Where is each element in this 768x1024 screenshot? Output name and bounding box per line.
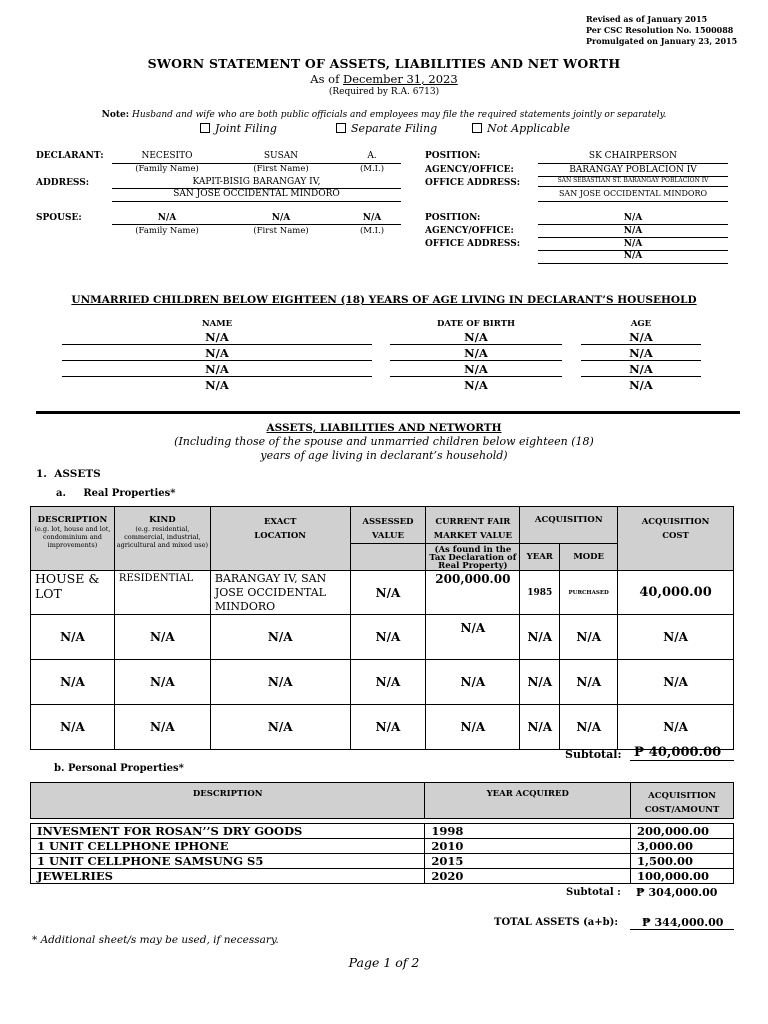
- first-name-caption: (First Name): [253, 226, 309, 236]
- cell-assessed: N/A: [350, 660, 426, 705]
- cell-description: HOUSE & LOT: [31, 571, 115, 615]
- not-applicable-checkbox[interactable]: Not Applicable: [472, 122, 570, 135]
- child-name: N/A: [205, 346, 229, 360]
- spouse-office-line1: N/A: [623, 239, 643, 249]
- children-col-dob: DATE OF BIRTH: [436, 319, 516, 329]
- child-name: N/A: [205, 362, 229, 376]
- joint-filing-checkbox[interactable]: Joint Filing: [200, 122, 277, 135]
- kind-note: (e.g. residential, commercial, industrial, agricultural and mixed use): [116, 525, 208, 549]
- mi-caption: (M.I.): [359, 164, 385, 174]
- cell-location: N/A: [210, 660, 350, 705]
- spouse-position: N/A: [623, 213, 643, 223]
- cell-mode: N/A: [560, 615, 618, 660]
- personal-cost: 200,000.00: [631, 824, 734, 839]
- agency-label: AGENCY/OFFICE:: [425, 165, 514, 175]
- cell-description: N/A: [31, 615, 115, 660]
- col-fair-value: CURRENT FAIR MARKET VALUE: [426, 507, 520, 544]
- child-age: N/A: [629, 378, 653, 392]
- cell-kind: N/A: [114, 660, 210, 705]
- personal-subtotal-label: Subtotal :: [566, 887, 621, 898]
- declarant-agency: BARANGAY POBLACION IV: [569, 165, 697, 175]
- subtotal-line: [630, 760, 734, 761]
- assets-label: 1. ASSETS: [36, 468, 101, 480]
- revision-line: Per CSC Resolution No. 1500088: [586, 25, 734, 35]
- cell-kind: N/A: [114, 615, 210, 660]
- table-row: [31, 705, 734, 750]
- child-dob: N/A: [464, 378, 488, 392]
- personal-properties-table: [30, 782, 734, 884]
- cell-cost: N/A: [618, 615, 734, 660]
- children-row-line: [390, 344, 562, 345]
- checkbox-icon: [200, 123, 210, 133]
- col-acquisition: ACQUISITION: [520, 507, 618, 544]
- children-row-line: [581, 344, 701, 345]
- spouse-position-label: POSITION:: [425, 213, 481, 223]
- spouse-position-line: [538, 224, 728, 225]
- child-dob: N/A: [464, 346, 488, 360]
- cell-fair-value: N/A: [426, 705, 520, 750]
- cell-cost: N/A: [618, 705, 734, 750]
- position-line: [538, 163, 728, 164]
- address-line: [112, 201, 401, 202]
- checkbox-icon: [472, 123, 482, 133]
- table-row: [31, 854, 734, 869]
- page-number: Page 1 of 2: [348, 955, 420, 970]
- spouse-label: SPOUSE:: [36, 213, 82, 223]
- declarant-first-name: SUSAN: [263, 151, 299, 161]
- col-year: YEAR: [520, 544, 560, 571]
- personal-year: 2015: [425, 854, 631, 869]
- children-row-line: [390, 360, 562, 361]
- children-row-line: [581, 360, 701, 361]
- cell-location: BARANGAY IV, SAN JOSE OCCIDENTAL MINDORO: [210, 571, 350, 615]
- cell-mode: N/A: [560, 660, 618, 705]
- spouse-name-line: [112, 224, 401, 225]
- personal-description: INVESMENT FOR ROSAN’’S DRY GOODS: [31, 824, 425, 839]
- table-row: [31, 839, 734, 854]
- child-age: N/A: [629, 362, 653, 376]
- alnw-sub1: (Including those of the spouse and unmarried children below eighteen (18): [174, 435, 594, 448]
- total-assets-value: ₱ 344,000.00: [642, 916, 724, 929]
- personal-properties-label: b. Personal Properties*: [54, 763, 184, 774]
- table-row: [31, 660, 734, 705]
- cell-location: N/A: [210, 705, 350, 750]
- declarant-address-line1: KAPIT-BISIG BARANGAY IV,: [192, 177, 321, 187]
- col-cost: ACQUISITION COST: [618, 507, 734, 571]
- alnw-sub2: years of age living in declarant’s household): [260, 449, 508, 462]
- child-name: N/A: [205, 378, 229, 392]
- child-dob: N/A: [464, 362, 488, 376]
- col-kind: KIND (e.g. residential, commercial, industrial, agricultural and mixed use): [114, 507, 210, 571]
- spouse-office-line2: N/A: [623, 251, 643, 261]
- cell-year: N/A: [520, 615, 560, 660]
- first-name-caption: (First Name): [253, 164, 309, 174]
- revision-line: Revised as of January 2015: [586, 14, 708, 24]
- office-line: [538, 186, 728, 187]
- col-location: EXACT LOCATION: [210, 507, 350, 571]
- col-assessed-blank: [350, 544, 426, 571]
- children-row-line: [581, 376, 701, 377]
- personal-cost: 3,000.00: [631, 839, 734, 854]
- cell-cost: N/A: [618, 660, 734, 705]
- required-by: (Required by R.A. 6713): [328, 87, 440, 97]
- child-age: N/A: [629, 330, 653, 344]
- cell-kind: RESIDENTIAL: [114, 571, 210, 615]
- declarant-office-line1: SAN SEBASTIAN ST. BARANGAY POBLACION IV: [557, 177, 709, 184]
- col-description: DESCRIPTION (e.g. lot, house and lot, condominium and improvements): [31, 507, 115, 571]
- page-title: SWORN STATEMENT OF ASSETS, LIABILITIES AND NET WORTH: [147, 56, 621, 71]
- spouse-agency-label: AGENCY/OFFICE:: [425, 226, 514, 236]
- declarant-office-line2: SAN JOSE OCCIDENTAL MINDORO: [558, 189, 708, 198]
- family-name-caption: (Family Name): [135, 226, 199, 236]
- personal-cost: 1,500.00: [631, 854, 734, 869]
- col-assessed: ASSESSED VALUE: [350, 507, 426, 544]
- cell-year: N/A: [520, 705, 560, 750]
- cell-mode: PURCHASED: [560, 571, 618, 615]
- cell-fair-value: N/A: [426, 615, 520, 660]
- real-subtotal-label: Subtotal:: [565, 748, 622, 761]
- declarant-address-line2: SAN JOSE OCCIDENTAL MINDORO: [173, 189, 340, 199]
- children-heading: UNMARRIED CHILDREN BELOW EIGHTEEN (18) YEARS OF AGE LIVING IN DECLARANT’S HOUSEHOLD: [71, 294, 697, 306]
- table-row: [31, 824, 734, 839]
- office-address-label: OFFICE ADDRESS:: [425, 178, 521, 188]
- child-age: N/A: [629, 346, 653, 360]
- personal-year: 2020: [425, 869, 631, 884]
- cell-description: N/A: [31, 705, 115, 750]
- revision-note: [586, 14, 737, 47]
- spouse-family-name: N/A: [157, 213, 177, 223]
- fair-value-note: (As found in the Tax Declaration of Real Property): [426, 544, 520, 571]
- children-col-name: NAME: [201, 319, 233, 329]
- additional-sheet-note: * Additional sheet/s may be used, if necessary.: [32, 934, 279, 946]
- col-mode: MODE: [560, 544, 618, 571]
- checkbox-icon: [336, 123, 346, 133]
- personal-description: JEWELRIES: [31, 869, 425, 884]
- real-properties-label: a. Real Properties*: [56, 488, 176, 499]
- family-name-caption: (Family Name): [135, 164, 199, 174]
- col-year-acquired: YEAR ACQUIRED: [425, 783, 631, 819]
- cell-fair-value: N/A: [426, 660, 520, 705]
- as-of-date-value: December 31, 2023: [342, 72, 458, 86]
- description-note: (e.g. lot, house and lot, condominium and improvements): [34, 525, 111, 549]
- child-name: N/A: [205, 330, 229, 344]
- child-dob: N/A: [464, 330, 488, 344]
- declarant-position: SK CHAIRPERSON: [588, 151, 678, 161]
- spouse-first-name: N/A: [271, 213, 291, 223]
- personal-description: 1 UNIT CELLPHONE IPHONE: [31, 839, 425, 854]
- declarant-family-name: NECESITO: [141, 151, 193, 161]
- children-row-line: [62, 360, 372, 361]
- spouse-agency: N/A: [623, 226, 643, 236]
- cell-location: N/A: [210, 615, 350, 660]
- separate-filing-checkbox[interactable]: Separate Filing: [336, 122, 437, 135]
- cell-kind: N/A: [114, 705, 210, 750]
- filing-note: Note: Husband and wife who are both public officials and employees may file the required statements jointly or separately.: [101, 110, 667, 120]
- personal-subtotal: ₱ 304,000.00: [636, 886, 718, 899]
- cell-description: N/A: [31, 660, 115, 705]
- cell-year: 1985: [520, 571, 560, 615]
- as-of-date: As of December 31, 2023: [310, 72, 458, 86]
- revision-line: Promulgated on January 23, 2015: [586, 36, 738, 46]
- real-properties-table: [30, 506, 734, 750]
- personal-description: 1 UNIT CELLPHONE SAMSUNG S5: [31, 854, 425, 869]
- cell-assessed: N/A: [350, 705, 426, 750]
- cell-fair-value: 200,000.00: [426, 571, 520, 615]
- mi-caption: (M.I.): [359, 226, 385, 236]
- col-acquisition-cost: ACQUISITION COST/AMOUNT: [631, 783, 734, 819]
- personal-year: 1998: [425, 824, 631, 839]
- cell-assessed: N/A: [350, 571, 426, 615]
- spouse-mi: N/A: [362, 213, 382, 223]
- table-row: [31, 615, 734, 660]
- children-row-line: [390, 376, 562, 377]
- cell-mode: N/A: [560, 705, 618, 750]
- declarant-mi: A.: [367, 151, 377, 161]
- cell-assessed: N/A: [350, 615, 426, 660]
- spouse-agency-line: [538, 237, 728, 238]
- declarant-label: DECLARANT:: [36, 151, 104, 161]
- section-divider: [36, 411, 740, 414]
- children-col-age: AGE: [630, 319, 652, 329]
- office-line: [538, 201, 728, 202]
- personal-year: 2010: [425, 839, 631, 854]
- total-assets-label: TOTAL ASSETS (a+b):: [494, 917, 619, 928]
- alnw-heading: ASSETS, LIABILITIES AND NETWORTH: [266, 422, 502, 434]
- address-label: ADDRESS:: [36, 178, 90, 188]
- cell-year: N/A: [520, 660, 560, 705]
- spouse-office-line: [538, 263, 728, 264]
- children-row-line: [62, 376, 372, 377]
- table-row: [31, 571, 734, 615]
- spouse-office-label: OFFICE ADDRESS:: [425, 239, 521, 249]
- personal-cost: 100,000.00: [631, 869, 734, 884]
- position-label: POSITION:: [425, 151, 481, 161]
- real-subtotal: ₱ 40,000.00: [634, 745, 722, 760]
- children-row-line: [62, 344, 372, 345]
- total-line: [630, 929, 734, 930]
- col-personal-description: DESCRIPTION: [31, 783, 425, 819]
- table-row: [31, 869, 734, 884]
- cell-cost: 40,000.00: [618, 571, 734, 615]
